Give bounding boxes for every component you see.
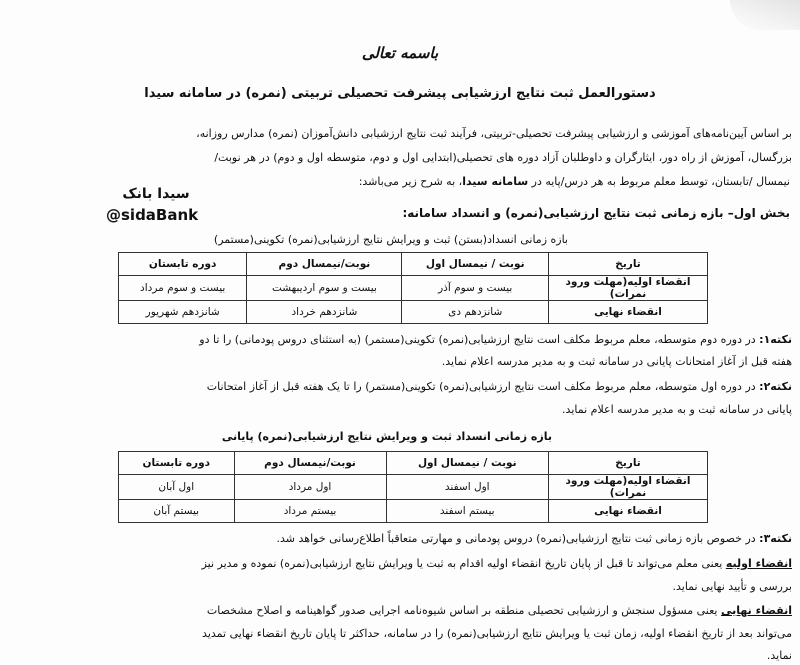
note-1-label: نکته۱: (759, 333, 792, 346)
table-header-row (119, 253, 708, 276)
table-header-row (119, 452, 708, 475)
definition-initial-text: یعنی معلم می‌تواند تا قبل از پایان تاریخ انقضاء اولیه اقدام به ثبت یا ویرایش نتایج ارزشیابی(نمره) نموده و مدیر نیز (201, 557, 726, 570)
note-2-line-2: پایانی در سامانه ثبت و به مدیر مدرسه اعلام نماید. (562, 403, 792, 416)
table-cell: بیست و سوم اردیبهشت (247, 276, 402, 301)
watermark (106, 186, 206, 224)
table-formative-closure (118, 252, 708, 324)
table-row (119, 276, 708, 301)
table-1-caption: بازه زمانی انسداد(بستن) ثبت و ویرایش نتایج ارزشیابی(نمره) تکوینی(مستمر) (213, 233, 568, 246)
note-3-text: در خصوص بازه زمانی ثبت نتایج ارزشیابی(نمره) دروس پودمانی و مهارتی متعاقباً اطلاع‌رسانی خواهد شد. (276, 532, 760, 545)
table-header-cell: تاریخ (549, 253, 708, 276)
table-cell: اول اسفند (386, 475, 548, 500)
watermark-name: سیدا بانک (122, 186, 190, 202)
table-cell: انقضاء اولیه(مهلت ورود نمرات) (549, 475, 708, 500)
note-2-label: نکته۲: (759, 380, 792, 393)
table-cell: اول مرداد (234, 475, 386, 500)
table-row (119, 500, 708, 523)
definition-final-line-1 (207, 604, 792, 617)
note-2-text: در دوره اول متوسطه، معلم مربوط مکلف است نتایج ارزشیابی(نمره) تکوینی(مستمر) را تا یک هفته قبل از آغاز امتحانات (206, 380, 760, 393)
table-cell: بیست و سوم آذر (402, 276, 549, 301)
note-3-line-1 (277, 532, 792, 545)
definition-initial-line-2: بررسی و تأیید نهایی نماید. (672, 580, 792, 593)
table-cell: بیستم آبان (119, 500, 235, 523)
definition-initial-term: انقضاء اولیه (725, 557, 792, 570)
table-final-closure (118, 451, 708, 523)
note-2-line-1 (207, 380, 792, 393)
table-cell: انقضاء اولیه(مهلت ورود نمرات) (549, 276, 708, 301)
table-header-cell: نوبت / نیمسال اول (386, 452, 548, 475)
table-cell: بیستم مرداد (234, 500, 386, 523)
table-cell: بیستم اسفند (386, 500, 548, 523)
table-header-cell: نوبت/نیمسال دوم (247, 253, 402, 276)
definition-final-term: انقضاء نهایی (720, 604, 792, 617)
intro-system-name: سامانه سیدا (462, 175, 529, 188)
table-header-cell: دوره تابستان (119, 452, 235, 475)
watermark-handle: @sidaBank (106, 206, 199, 224)
note-1-line-2: هفته قبل از آغاز امتحانات پایانی در سامانه ثبت و به مدیر مدرسه اعلام نماید. (441, 355, 792, 368)
note-1-text: در دوره دوم متوسطه، معلم مربوط مکلف است نتایج ارزشیابی(نمره) تکوینی(مستمر) (به استثنای دروس پودمانی) را تا دو (199, 333, 760, 346)
note-3-label: نکته۳: (759, 532, 792, 545)
intro-line-3-start: نیمسال /تابستان، توسط معلم مربوط به هر درس/پایه در (528, 175, 790, 188)
document-title: دستورالعمل ثبت نتایج ارزشیابی پیشرفت تحصیلی تربیتی (نمره) در سامانه سیدا (144, 86, 656, 101)
section-1-title: بخش اول– بازه زمانی ثبت نتایج ارزشیابی(نمره) و انسداد سامانه: (402, 206, 790, 220)
note-1-line-1 (199, 333, 792, 346)
table-header-cell: نوبت / نیمسال اول (402, 253, 549, 276)
definition-final-line-3: نماید. (766, 649, 792, 662)
intro-line-2: بزرگسال، آموزش از راه دور، ایثارگران و داوطلبان آزاد دوره های تحصیلی(ابتدایی اول و دوم، متوسطه اول و دوم) در هر نوبت/ (214, 151, 792, 164)
intro-line-3 (359, 170, 790, 194)
table-row (119, 301, 708, 324)
table-cell: اول آبان (119, 475, 235, 500)
intro-line-3-end: ، به شرح زیر می‌باشد: (358, 175, 463, 188)
definition-final-line-2: می‌تواند بعد از تاریخ انقضاء اولیه، زمان ثبت یا ویرایش نتایج ارزشیابی(نمره) را در سامانه، حداکثر تا پایان تاریخ انقضاء نهایی تمدید (202, 627, 792, 640)
table-cell: بیست و سوم مرداد (119, 276, 247, 301)
table-cell: شانزدهم شهریور (119, 301, 247, 324)
table-2-caption: بازه زمانی انسداد ثبت و ویرایش نتایج ارزشیابی(نمره) پایانی (221, 430, 552, 443)
table-header-cell: دوره تابستان (119, 253, 247, 276)
table-cell: شانزدهم خرداد (247, 301, 402, 324)
table-cell: انقضاء نهایی (549, 500, 708, 523)
bismillah-heading: باسمه تعالی (361, 44, 439, 62)
table-row (119, 475, 708, 500)
table-cell: شانزدهم دی (402, 301, 549, 324)
page-corner-shadow (730, 0, 800, 30)
table-header-cell: تاریخ (549, 452, 708, 475)
intro-line-1: بر اساس آیین‌نامه‌های آموزشی و ارزشیابی پیشرفت تحصیلی-تربیتی، فرآیند ثبت نتایج ارزشیابی دانش‌آموزان (نمره) مدارس روزانه، (196, 127, 792, 140)
definition-initial-line-1 (202, 557, 792, 570)
table-cell: انقضاء نهایی (549, 301, 708, 324)
definition-final-text: یعنی مسؤول سنجش و ارزشیابی تحصیلی منطقه بر اساس شیوه‌نامه اجرایی صدور گواهینامه و اصلاح مشخصات (206, 604, 721, 617)
table-header-cell: نوبت/نیمسال دوم (234, 452, 386, 475)
